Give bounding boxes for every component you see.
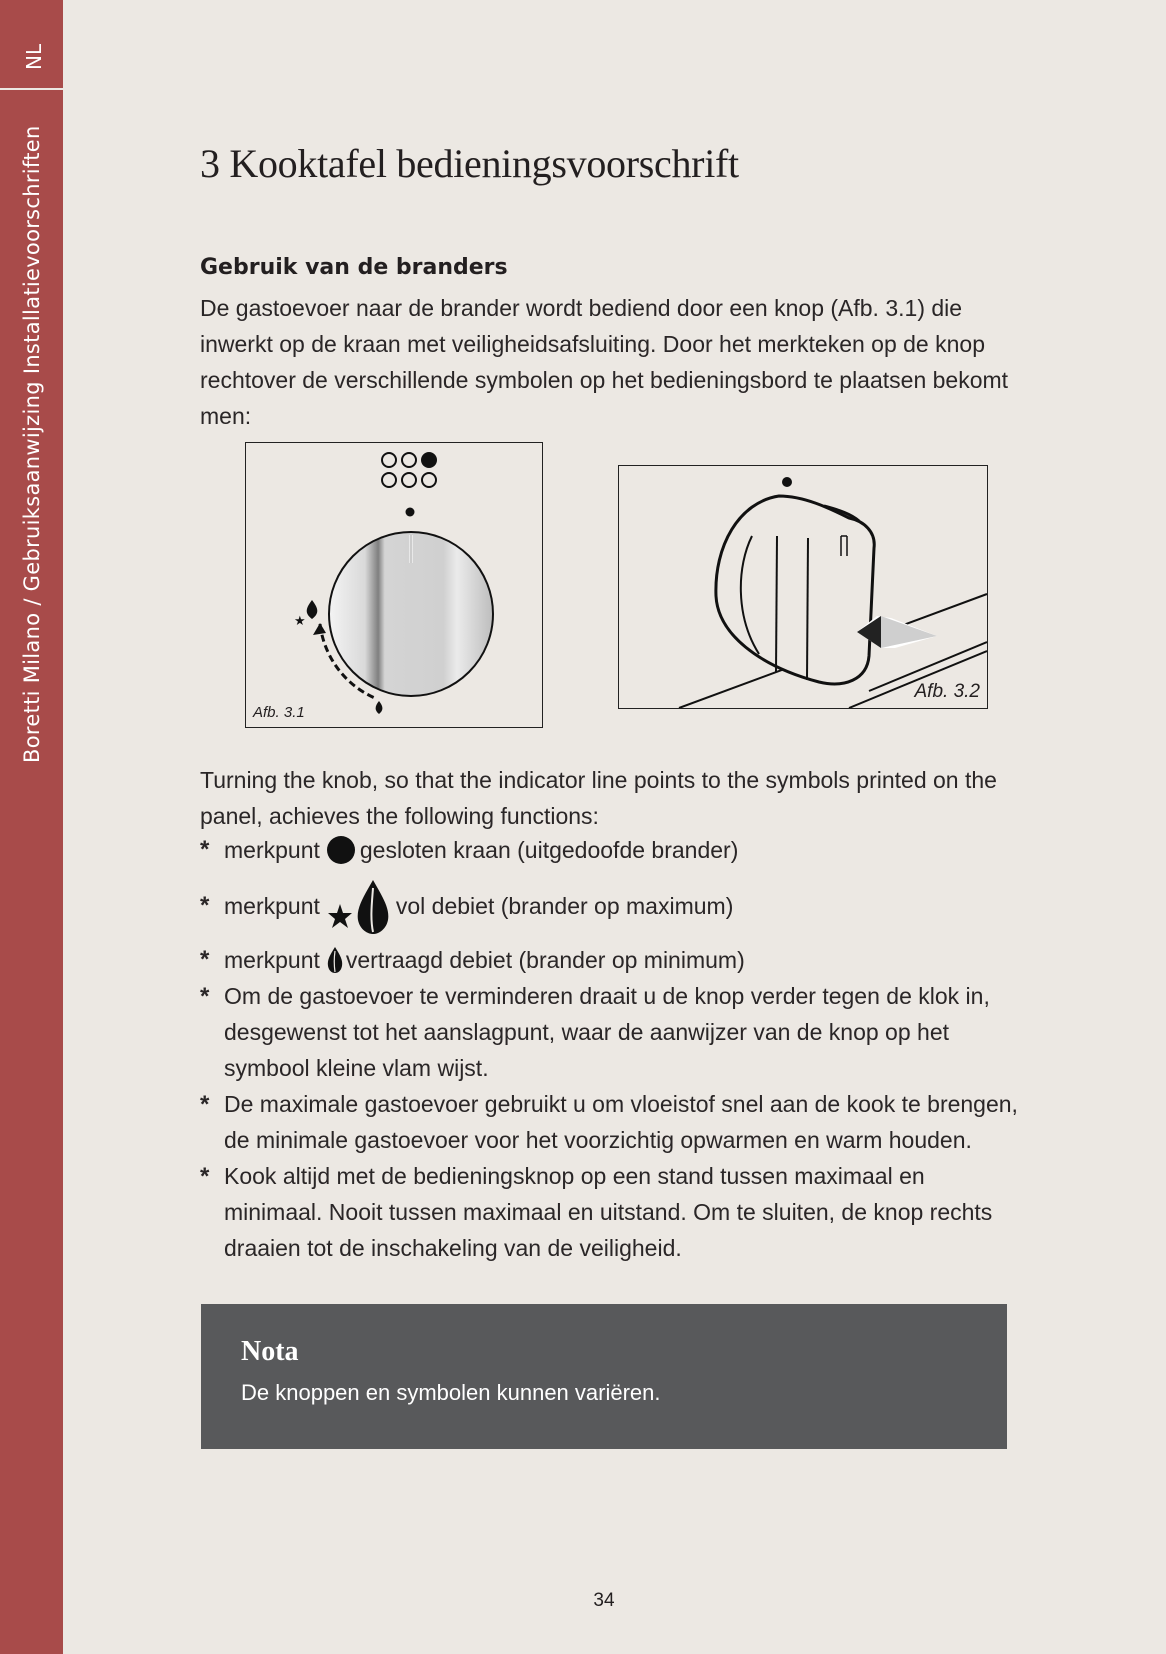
section-title: 3 Kooktafel bedieningsvoorschrift <box>200 141 739 186</box>
function-list <box>200 832 1020 1266</box>
list-item <box>200 878 1020 934</box>
knob-side-diagram <box>619 466 987 708</box>
note-box <box>201 1304 1007 1449</box>
language-label: NL <box>22 43 46 70</box>
note-text: De knoppen en symbolen kunnen variëren. <box>241 1380 661 1405</box>
subheading: Gebruik van de branders <box>200 255 508 280</box>
figure-caption: Afb. 3.2 <box>914 681 980 702</box>
bullet-mark: * <box>200 1091 210 1118</box>
bullet-prefix: merkpunt <box>224 893 320 919</box>
bullet-mark: * <box>200 1163 210 1190</box>
note-title: Nota <box>241 1336 299 1367</box>
bullet-prefix: merkpunt <box>224 837 320 863</box>
list-item <box>200 942 1020 978</box>
language-tab <box>0 0 63 90</box>
bullet-mark: * <box>200 946 210 973</box>
page-number: 34 <box>593 1590 615 1611</box>
filled-dot-icon <box>326 835 356 865</box>
bullet-text: gesloten kraan (uitgedoofde brander) <box>359 837 739 863</box>
bullet-text: De maximale gastoevoer gebruikt u om vloeistof snel aan de kook te brengen, de minimale gastoevoer voor het voorzichtig opwarmen en warm houden. <box>224 1091 1018 1153</box>
bullet-text: Kook altijd met de bedieningsknop op een stand tussen maximaal en minimaal. Nooit tussen maximaal en uitstand. Om te sluiten, de knop rechts draaien tot de inschakeling van de veiligheid. <box>224 1163 993 1261</box>
figure-knob-front <box>245 442 543 728</box>
side-tab <box>0 0 63 1654</box>
bullet-mark: * <box>200 836 210 863</box>
list-item <box>200 1158 1020 1266</box>
bullet-prefix: merkpunt <box>224 947 320 973</box>
knob-front-diagram <box>246 443 542 727</box>
bullet-mark: * <box>200 983 210 1010</box>
bullet-text: vertraagd debiet (brander op minimum) <box>345 947 745 973</box>
svg-text:★: ★ <box>294 614 306 629</box>
star-large-flame-icon <box>326 878 392 934</box>
bullet-mark: * <box>200 892 210 919</box>
intro-paragraph: De gastoevoer naar de brander wordt bediend door een knop (Afb. 3.1) die inwerkt op de kraan met veiligheidsafsluiting. Door het merkteken op de knop rechtover de verschillende symbolen op het bedieningsbord te plaatsen bekomt men: <box>200 295 1009 429</box>
figure-knob-side <box>618 465 988 709</box>
manual-title: Boretti Milano / Gebruiksaanwijzing Installatievoorschriften <box>20 125 44 763</box>
figure-caption: Afb. 3.1 <box>253 704 305 721</box>
small-flame-icon <box>326 946 344 974</box>
list-item <box>200 978 1020 1086</box>
instruction-paragraph: Turning the knob, so that the indicator line points to the symbols printed on the panel, achieves the following functions: <box>200 767 997 829</box>
list-item <box>200 832 1020 868</box>
bullet-text: Om de gastoevoer te verminderen draait u de knop verder tegen de klok in, desgewenst tot het aanslagpunt, waar de aanwijzer van de knop op het symbool kleine vlam wijst. <box>224 983 990 1081</box>
bullet-text: vol debiet (brander op maximum) <box>395 893 734 919</box>
list-item <box>200 1086 1020 1158</box>
